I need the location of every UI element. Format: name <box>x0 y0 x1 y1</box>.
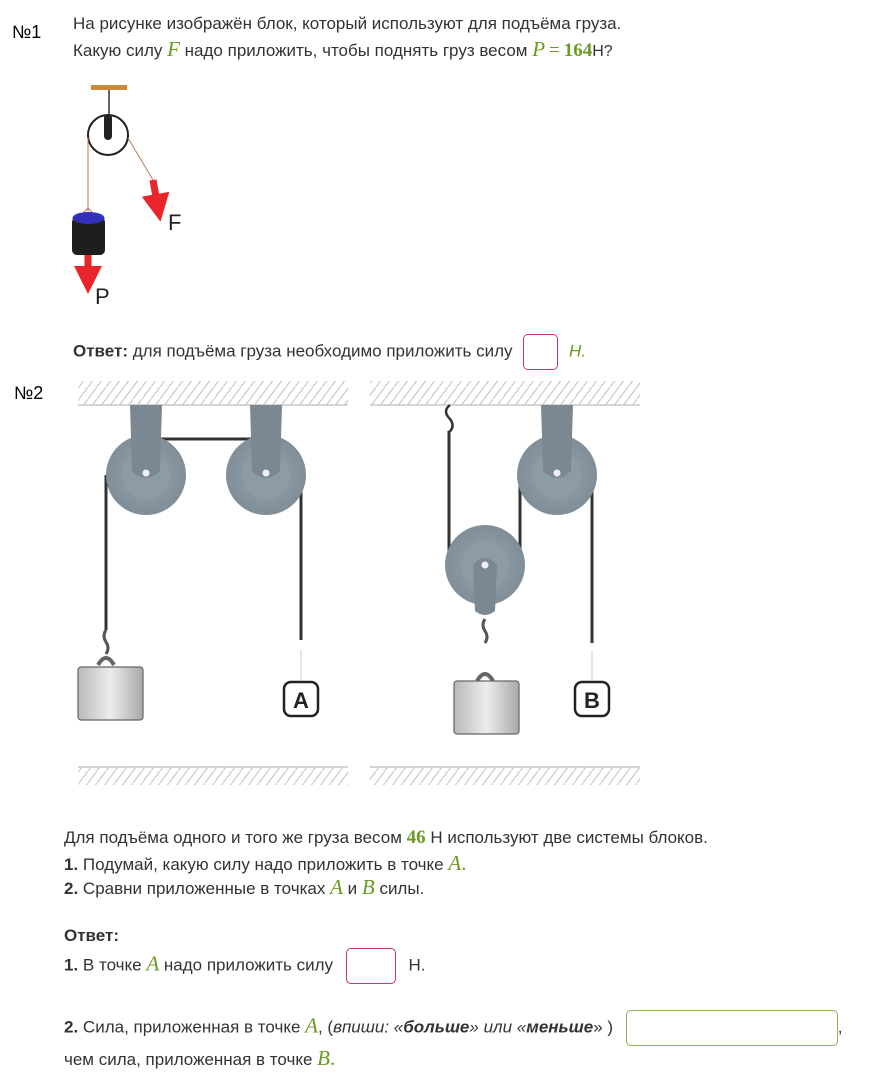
task1-line2-pre: Какую силу <box>73 41 163 60</box>
a2-dot: . <box>330 1046 336 1070</box>
q2-and: и <box>347 879 358 898</box>
label-B: B <box>584 688 600 713</box>
single-pulley-figure <box>60 80 200 310</box>
task1-line1-text: На рисунке изображён блок, который используют для подъёма груза. <box>73 14 622 33</box>
task2-answer-2 <box>64 1010 843 1046</box>
task1-number: №1 <box>12 22 42 42</box>
q1-text: Подумай, какую силу надо приложить в точке <box>82 855 444 874</box>
task1-unit-question: Н? <box>592 43 613 60</box>
a2-hint-mid: » или « <box>469 1017 527 1037</box>
task2-answer-2-input[interactable] <box>626 1010 838 1046</box>
a1-post: надо приложить силу <box>163 955 334 975</box>
a2-pre: Сила, приложенная в точке <box>82 1017 301 1037</box>
a1-var-A: A <box>146 951 160 976</box>
a2-hint-pre: впиши: « <box>333 1017 404 1037</box>
q1-var-A: A <box>448 851 462 875</box>
equals-sign: = <box>549 40 560 61</box>
a2-var-A: A <box>305 1013 318 1038</box>
task1-question-line1 <box>73 14 621 34</box>
q2-post: силы. <box>379 879 425 898</box>
q2-var-B: B <box>361 875 375 899</box>
a2-word-less: меньше <box>526 1017 594 1037</box>
a2-after: , <box>837 1017 843 1037</box>
system-a <box>78 381 348 785</box>
task2-desc-pre: Для подъёма одного и того же груза весом <box>64 828 402 847</box>
a1-pre: В точке <box>82 955 142 975</box>
q2-number: 2. <box>64 879 79 898</box>
task1-answer-text: для подъёма груза необходимо приложить силу <box>132 341 513 361</box>
task2-answer-2-line2 <box>64 1046 335 1071</box>
task1-answer-label: Ответ: <box>73 341 128 361</box>
pulley-systems-figure <box>70 375 650 805</box>
task2-desc-post: Н используют две системы блоков. <box>430 828 708 847</box>
label-P: P <box>95 284 110 309</box>
task2-answer-label: Ответ: <box>64 926 119 945</box>
task2-description <box>64 827 708 849</box>
ceiling-bar <box>91 85 127 90</box>
a2-comma: , ( <box>317 1017 334 1037</box>
a2-line2: чем сила, приложенная в точке <box>64 1050 313 1069</box>
weight-a <box>78 667 143 720</box>
task1-weight: 164 <box>563 40 593 61</box>
task1-line2-mid: надо приложить, чтобы поднять груз весом <box>184 41 528 60</box>
task2-question-2 <box>64 875 424 900</box>
q2-var-A: A <box>330 875 343 899</box>
task1-answer-unit: Н. <box>569 341 587 361</box>
task2-question-1 <box>64 851 466 876</box>
weight-b <box>454 681 519 734</box>
task2-answer-label-line <box>64 926 119 946</box>
task1-question-line2 <box>73 37 613 62</box>
task2-answer-1 <box>64 948 426 984</box>
label-A: A <box>293 688 309 713</box>
task1-answer-input[interactable] <box>523 334 558 370</box>
var-P: P <box>532 37 546 61</box>
a2-var-B: B <box>317 1046 330 1070</box>
a1-unit: Н. <box>408 955 426 975</box>
q2-pre: Сравни приложенные в точках <box>82 879 326 898</box>
q1-number: 1. <box>64 855 79 874</box>
a1-number: 1. <box>64 955 79 975</box>
a2-word-more: больше <box>403 1017 470 1037</box>
q1-dot: . <box>461 851 467 875</box>
task2-number: №2 <box>14 383 44 403</box>
task2-answer-1-input[interactable] <box>346 948 396 984</box>
task1-answer-line <box>73 334 586 370</box>
system-b <box>370 381 640 785</box>
a2-number: 2. <box>64 1017 79 1037</box>
a2-hint-post: » ) <box>593 1017 614 1037</box>
var-F: F <box>167 37 180 61</box>
task2-weight: 46 <box>406 827 426 848</box>
label-F: F <box>168 210 182 235</box>
